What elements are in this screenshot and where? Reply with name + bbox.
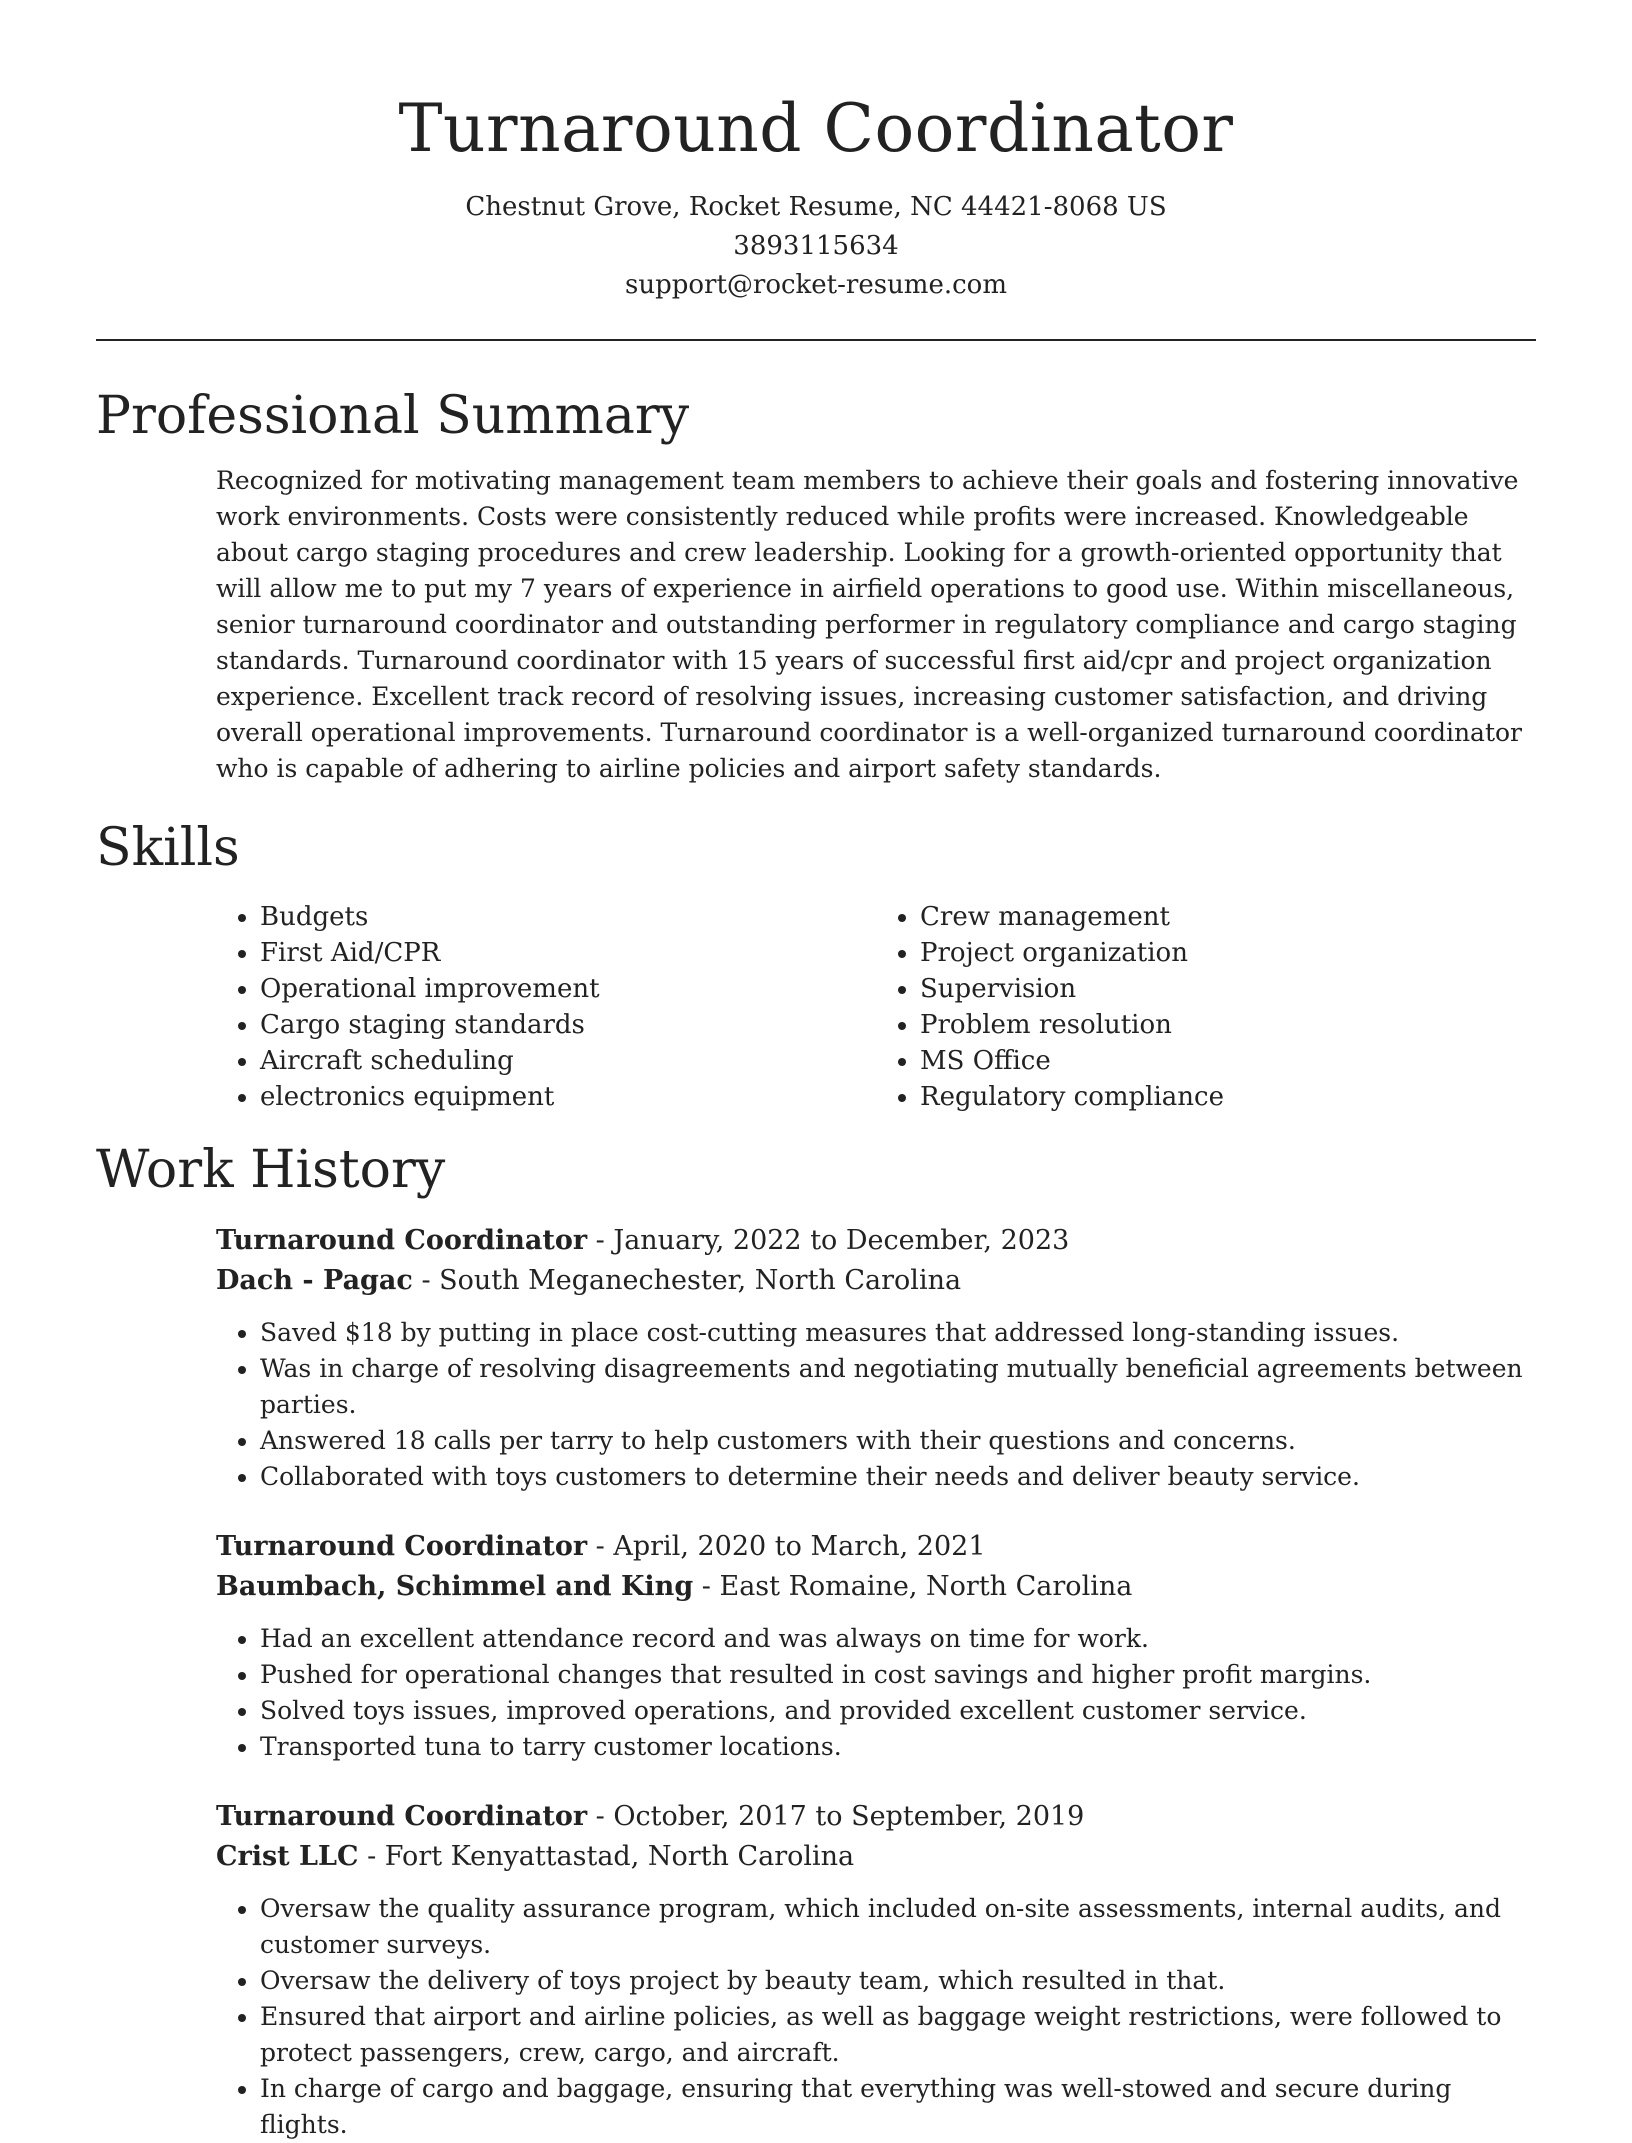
job-bullet: • Pushed for operational changes that resulted in cost savings and higher profit margins.	[260, 1657, 1536, 1693]
job-bullet: • Was in charge of resolving disagreements and negotiating mutually beneficial agreements between parties.	[260, 1351, 1536, 1423]
skill-item: • Crew management	[920, 899, 1536, 935]
job-company-line	[216, 1837, 1536, 1877]
skill-item: • Regulatory compliance	[920, 1079, 1536, 1115]
job-bullets	[216, 1621, 1536, 1765]
skills-list-right	[876, 899, 1536, 1115]
job-bullet: • In charge of cargo and baggage, ensuring that everything was well-stowed and secure during flights.	[260, 2071, 1536, 2143]
job-bullet: • Saved $18 by putting in place cost-cutting measures that addressed long-standing issues.	[260, 1315, 1536, 1351]
skills-columns	[216, 899, 1536, 1115]
summary-heading: Professional Summary	[96, 386, 690, 446]
skills-list-left	[216, 899, 876, 1115]
job-bullets	[216, 1891, 1536, 2143]
job-dates: - October, 2017 to September, 2019	[587, 1801, 1085, 1832]
job-company-line	[216, 1567, 1536, 1607]
skill-item: • Supervision	[920, 971, 1536, 1007]
skills-section	[96, 815, 1536, 1115]
job-bullet: • Ensured that airport and airline policies, as well as baggage weight restrictions, were followed to protect passengers, crew, cargo, and aircraft.	[260, 1999, 1536, 2071]
skill-item: • First Aid/CPR	[260, 935, 876, 971]
job-title-line	[216, 1221, 1536, 1261]
contact-block	[96, 188, 1536, 305]
contact-address: Chestnut Grove, Rocket Resume, NC 44421-8068 US	[465, 192, 1167, 222]
job-bullet: • Had an excellent attendance record and was always on time for work.	[260, 1621, 1536, 1657]
job-title-line	[216, 1527, 1536, 1567]
job-position: Turnaround Coordinator	[216, 1531, 588, 1562]
job-bullet: • Transported tuna to tarry customer locations.	[260, 1729, 1536, 1765]
skill-item: • Cargo staging standards	[260, 1007, 876, 1043]
summary-text: Recognized for motivating management team members to achieve their goals and fostering innovative work environments. Costs were consistently reduced while profits were increased. Knowledgeable about cargo staging procedures and crew leadership. Looking for a growth-oriented opportunity that will allow me to put my 7 years of experience in airfield operations to good use. Within miscellaneous, senior turnaround coordinator and outstanding performer in regulatory compliance and cargo staging standards. Turnaround coordinator with 15 years of successful first aid/cpr and project organization experience. Excellent track record of resolving issues, increasing customer satisfaction, and driving overall operational improvements. Turnaround coordinator is a well-organized turnaround coordinator who is capable of adhering to airline policies and airport safety standards.	[216, 466, 1522, 783]
job-bullet: • Oversaw the quality assurance program, which included on-site assessments, internal audits, and customer surveys.	[260, 1891, 1536, 1963]
skill-item: • MS Office	[920, 1043, 1536, 1079]
job-position: Turnaround Coordinator	[216, 1225, 588, 1256]
job-dates: - April, 2020 to March, 2021	[587, 1531, 986, 1562]
job-location: - East Romaine, North Carolina	[693, 1571, 1133, 1602]
contact-phone: 3893115634	[733, 231, 899, 261]
job-bullet: • Oversaw the delivery of toys project by beauty team, which resulted in that.	[260, 1963, 1536, 1999]
skills-heading: Skills	[96, 818, 240, 878]
skill-item: • Budgets	[260, 899, 876, 935]
job-title-line	[216, 1797, 1536, 1837]
job-position: Turnaround Coordinator	[216, 1801, 588, 1832]
work-history-section	[96, 1137, 1536, 2143]
job-company: Crist LLC	[216, 1841, 359, 1872]
skill-item: • Operational improvement	[260, 971, 876, 1007]
job-bullets	[216, 1315, 1536, 1495]
header-divider	[96, 339, 1536, 341]
job-location: - Fort Kenyattastad, North Carolina	[358, 1841, 855, 1872]
job-entry	[216, 1221, 1536, 1495]
job-company-line	[216, 1261, 1536, 1301]
job-dates: - January, 2022 to December, 2023	[587, 1225, 1070, 1256]
skill-item: • Project organization	[920, 935, 1536, 971]
job-bullet: • Solved toys issues, improved operations, and provided excellent customer service.	[260, 1693, 1536, 1729]
work-history-heading: Work History	[96, 1140, 446, 1200]
job-entry	[216, 1527, 1536, 1765]
job-company: Dach - Pagac	[216, 1265, 413, 1296]
candidate-name: Turnaround Coordinator	[398, 90, 1234, 167]
job-bullet: • Collaborated with toys customers to determine their needs and deliver beauty service.	[260, 1459, 1536, 1495]
summary-section	[96, 383, 1536, 787]
skill-item: • Aircraft scheduling	[260, 1043, 876, 1079]
job-location: - South Meganechester, North Carolina	[412, 1265, 962, 1296]
job-entry	[216, 1797, 1536, 2143]
skill-item: • electronics equipment	[260, 1079, 876, 1115]
job-bullet: • Answered 18 calls per tarry to help customers with their questions and concerns.	[260, 1423, 1536, 1459]
contact-email: support@rocket-resume.com	[624, 270, 1007, 300]
resume-page	[96, 0, 1536, 2143]
skill-item: • Problem resolution	[920, 1007, 1536, 1043]
job-company: Baumbach, Schimmel and King	[216, 1571, 694, 1602]
